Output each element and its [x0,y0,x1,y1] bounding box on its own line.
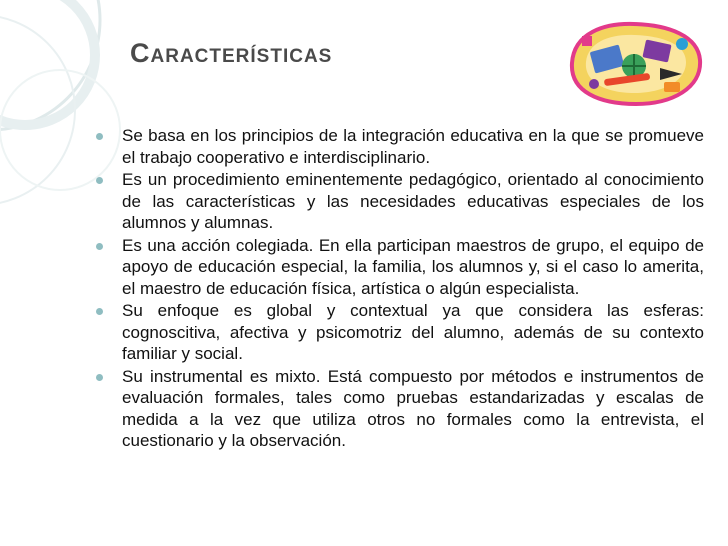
list-item [96,125,704,168]
round-bullet-icon [96,177,103,184]
round-bullet-icon [96,133,103,140]
list-item-text: Es un procedimiento eminentemente pedagógico, orientado al conocimiento de las características y las necesidades educativas especiales de los alumnos y alumnas. [122,170,704,232]
list-item-text: Es una acción colegiada. En ella participan maestros de grupo, el equipo de apoyo de educación especial, la familia, los alumnos y, si el caso lo amerita, el maestro de educación física, artística o algún especialista. [122,235,704,298]
round-bullet-icon [96,308,103,315]
list-item-text: Su instrumental es mixto. Está compuesto por métodos e instrumentos de evaluación formales, tales como pruebas estandarizadas y escalas de medida a la vez que utiliza otros no formales como la entrevista, el cuestionario y la observación. [122,366,704,450]
list-item-text: Su enfoque es global y contextual ya que considera las esferas: cognoscitiva, afectiva y psicomotriz del alumno, además de su contexto familiar y social. [122,301,704,363]
list-item [96,300,704,365]
list-item [96,169,704,234]
school-supplies-clipart-icon [564,18,704,108]
round-bullet-icon [96,374,103,381]
slide-title: Características [130,38,333,68]
list-item [96,235,704,300]
list-item [96,366,704,452]
round-bullet-icon [96,243,103,250]
bullet-list [96,125,704,453]
list-item-text: Se basa en los principios de la integración educativa en la que se promueve el trabajo cooperativo e interdisciplinario. [122,126,704,167]
